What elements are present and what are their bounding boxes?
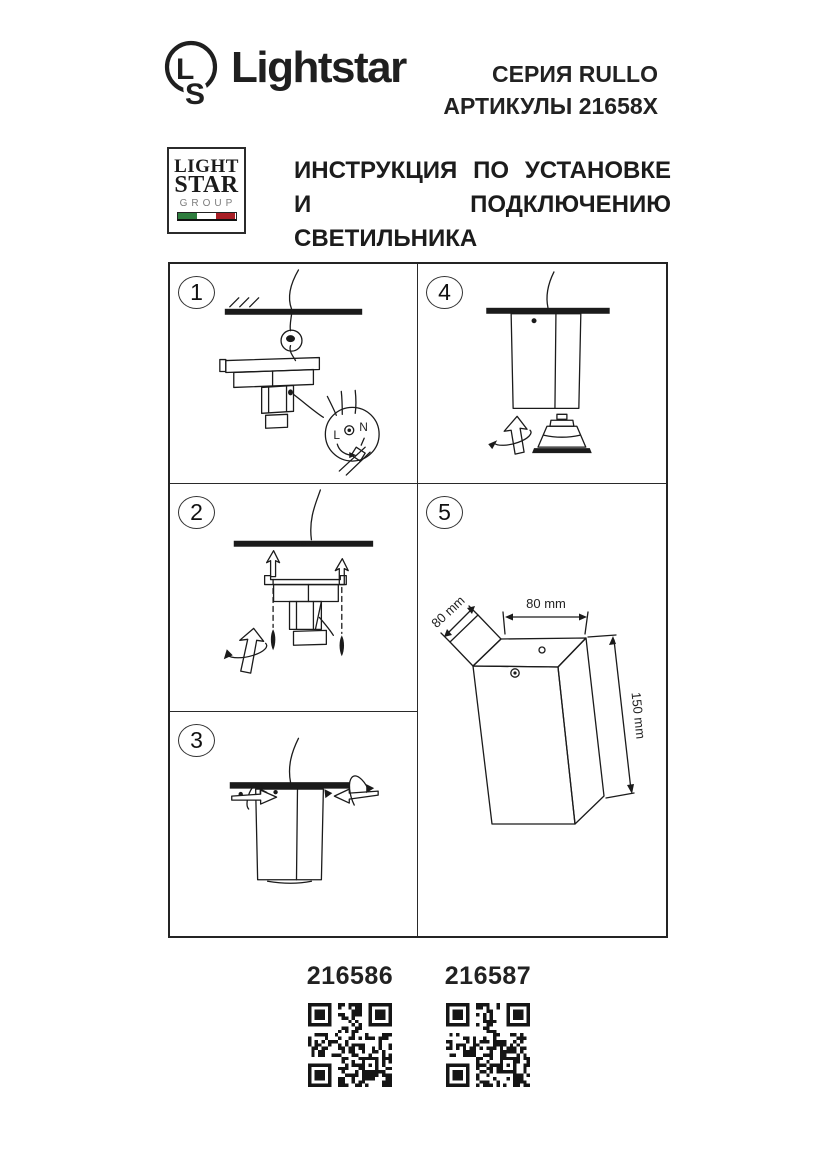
- step-number-badge: 5: [426, 496, 463, 529]
- product-code-block: [304, 962, 396, 1092]
- page-title-line2: И ПОДКЛЮЧЕНИЮ СВЕТИЛЬНИКА: [294, 191, 671, 252]
- page-title: [294, 154, 671, 256]
- step-number-badge: 1: [178, 276, 215, 309]
- logo-box-light: LIGHT: [174, 156, 239, 177]
- qr-code: [446, 1003, 530, 1087]
- lightstar-group-logo: [167, 147, 246, 234]
- series-title: СЕРИЯ RULLO: [492, 61, 658, 87]
- terminal-neutral-label: N: [359, 420, 368, 435]
- dimension-height-label: 150 mm: [628, 691, 649, 740]
- logo-box-group: GROUP: [179, 198, 237, 209]
- brand-wordmark: Lightstar: [231, 43, 406, 92]
- page-title-line1: ИНСТРУКЦИЯ ПО УСТАНОВКЕ: [294, 157, 671, 184]
- step-number-badge: 3: [178, 724, 215, 757]
- step-number-badge: 4: [426, 276, 463, 309]
- logo-box-star: STAR: [174, 172, 239, 198]
- step-panel-3: [170, 712, 418, 936]
- flag-green: [178, 213, 197, 219]
- steps-grid: [168, 262, 668, 938]
- svg-text:L: L: [176, 53, 195, 86]
- dimension-width-label: 80 mm: [526, 596, 566, 611]
- qr-code: [308, 1003, 392, 1087]
- articles-line: АРТИКУЛЫ 21658X: [443, 93, 658, 119]
- step-panel-1: [170, 264, 418, 484]
- product-code-block: [442, 962, 534, 1092]
- series-block: [443, 58, 658, 122]
- diagram-dimensions: [418, 484, 666, 936]
- flag-white: [197, 213, 216, 219]
- italian-flag-stripe: [177, 212, 237, 221]
- step-panel-4: [418, 264, 666, 484]
- product-code: 216586: [306, 962, 394, 990]
- dimension-depth-label: 80 mm: [428, 592, 468, 631]
- step-panel-5: [418, 484, 666, 936]
- step-panel-2: [170, 484, 418, 712]
- product-code: 216587: [444, 962, 532, 990]
- lightstar-bulb-icon: [163, 38, 219, 118]
- svg-text:S: S: [185, 78, 206, 111]
- flag-red: [216, 213, 235, 219]
- terminal-live-label: L: [333, 428, 340, 443]
- step-number-badge: 2: [178, 496, 215, 529]
